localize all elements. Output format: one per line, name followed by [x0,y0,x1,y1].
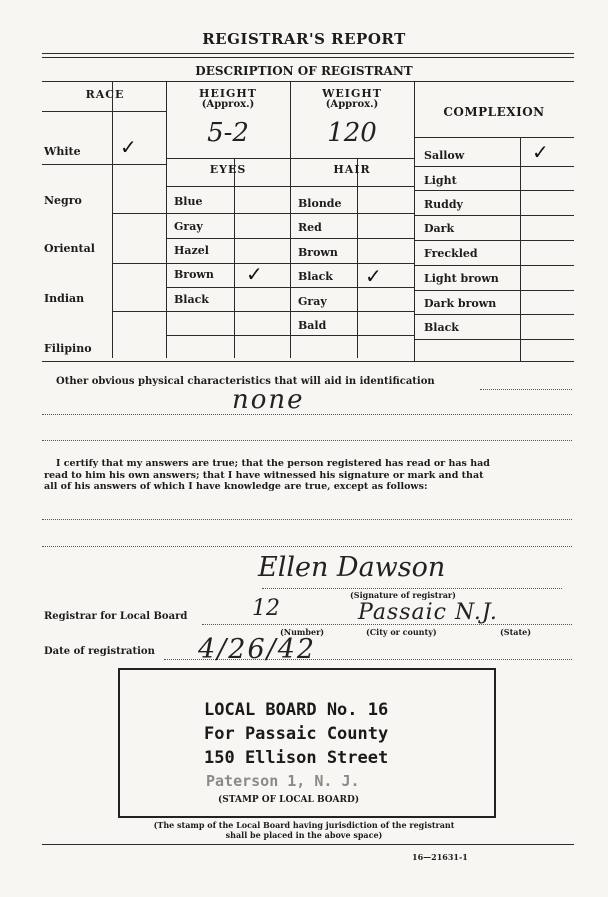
rule-top-2 [42,57,574,58]
rule [112,263,166,264]
rule [112,213,166,214]
rule [166,186,414,187]
col-line [112,81,113,358]
rule-section [42,81,574,82]
signature-caption: (Signature of registrar) [350,590,456,600]
form-number: 16—21631-1 [412,852,468,862]
weight-value: 120 [327,118,377,148]
registrar-for-label: Registrar for Local Board [44,611,188,622]
complexion-check-mark: ✓ [532,140,549,164]
eye-option: Black [174,293,209,306]
complexion-option: Ruddy [424,198,463,211]
rule-table-bottom [42,361,574,362]
rule [42,111,166,112]
height-header: HEIGHT [199,87,257,100]
hair-header: HAIR [333,163,371,176]
race-option: White [44,145,81,158]
complexion-option: Sallow [424,149,465,162]
rule [414,215,574,216]
complexion-option: Dark brown [424,297,497,310]
dotted-rule [42,546,572,547]
certification-line: I certify that my answers are true; that the person registered has read or has had [56,458,490,469]
footer-note: (The stamp of the Local Board having jurisdiction of the registrant [153,820,455,830]
complexion-option: Dark [424,222,455,235]
rule [414,190,574,191]
rule [290,238,414,239]
hair-option: Blonde [298,197,342,210]
rule [290,287,414,288]
rule-footer [42,844,574,845]
rule [166,158,414,159]
race-check-mark: ✓ [120,135,137,159]
board-location-value: Passaic N.J. [358,600,498,625]
eye-option: Brown [174,268,214,281]
complexion-option: Black [424,321,459,334]
rule [166,263,290,264]
certification-line: all of his answers of which I have knowledge are true, except as follows: [44,481,428,492]
section-title: DESCRIPTION OF REGISTRANT [195,64,413,78]
complexion-option: Light brown [424,272,499,285]
eyes-header: EYES [209,163,247,176]
rule [414,137,574,138]
rule [166,238,290,239]
state-caption: (State) [500,627,532,637]
dotted-rule [480,389,572,390]
stamp-line: LOCAL BOARD No. 16 [204,700,389,720]
rule [414,166,574,167]
date-of-registration-value: 4/26/42 [198,634,317,665]
rule [414,339,574,340]
rule [414,314,574,315]
race-option: Indian [44,292,85,305]
rule [414,290,574,291]
rule [414,265,574,266]
eye-check-mark: ✓ [246,262,263,286]
certification-text [44,458,574,493]
city-caption: (City or county) [366,627,437,637]
rule [166,287,290,288]
hair-option: Black [298,270,333,283]
col-line [357,158,358,358]
hair-option: Gray [298,295,327,308]
rule [42,164,166,165]
height-subheader: (Approx.) [201,99,255,110]
weight-header: WEIGHT [322,87,382,100]
complexion-header: COMPLEXION [443,105,545,119]
race-option: Negro [44,194,82,207]
complexion-option: Freckled [424,247,478,260]
form-title: REGISTRAR'S REPORT [202,30,406,48]
dotted-rule [42,440,572,441]
hair-option: Brown [298,246,338,259]
stamp-caption: (STAMP OF LOCAL BOARD) [218,795,360,805]
date-of-registration-label: Date of registration [44,646,155,657]
dotted-rule [42,414,572,415]
rule [290,335,414,336]
col-line [520,137,521,361]
eye-option: Hazel [174,244,209,257]
board-number-value: 12 [252,596,280,621]
height-value: 5-2 [207,118,249,148]
col-line [234,158,235,358]
col-line [414,81,415,361]
hair-check-mark: ✓ [365,264,382,288]
rule [166,335,290,336]
footer-note: shall be placed in the above space) [225,830,383,840]
dotted-rule [262,588,562,589]
stamp-line: 150 Ellison Street [204,748,389,768]
race-option: Oriental [44,242,95,255]
hair-option: Red [298,221,322,234]
rule [112,311,166,312]
eye-option: Gray [174,220,203,233]
other-characteristics-label: Other obvious physical characteristics that will aid in identification [56,376,435,387]
rule [414,240,574,241]
other-characteristics-value: none [232,385,305,415]
race-header: RACE [85,88,125,101]
registrar-signature: Ellen Dawson [258,552,446,583]
hair-option: Bald [298,319,327,332]
number-caption: (Number) [280,627,325,637]
rule [166,213,290,214]
rule [290,311,414,312]
race-option: Filipino [44,342,92,355]
stamp-line: Paterson 1, N. J. [206,772,360,790]
certification-line: read to him his own answers; that I have witnessed his signature or mark and that [44,469,484,481]
weight-subheader: (Approx.) [325,99,379,110]
eye-option: Blue [174,195,203,208]
rule [166,311,290,312]
rule [290,263,414,264]
stamp-line: For Passaic County [204,724,389,744]
rule [290,213,414,214]
rule-top [42,53,574,54]
dotted-rule [42,519,572,520]
complexion-option: Light [424,174,457,187]
